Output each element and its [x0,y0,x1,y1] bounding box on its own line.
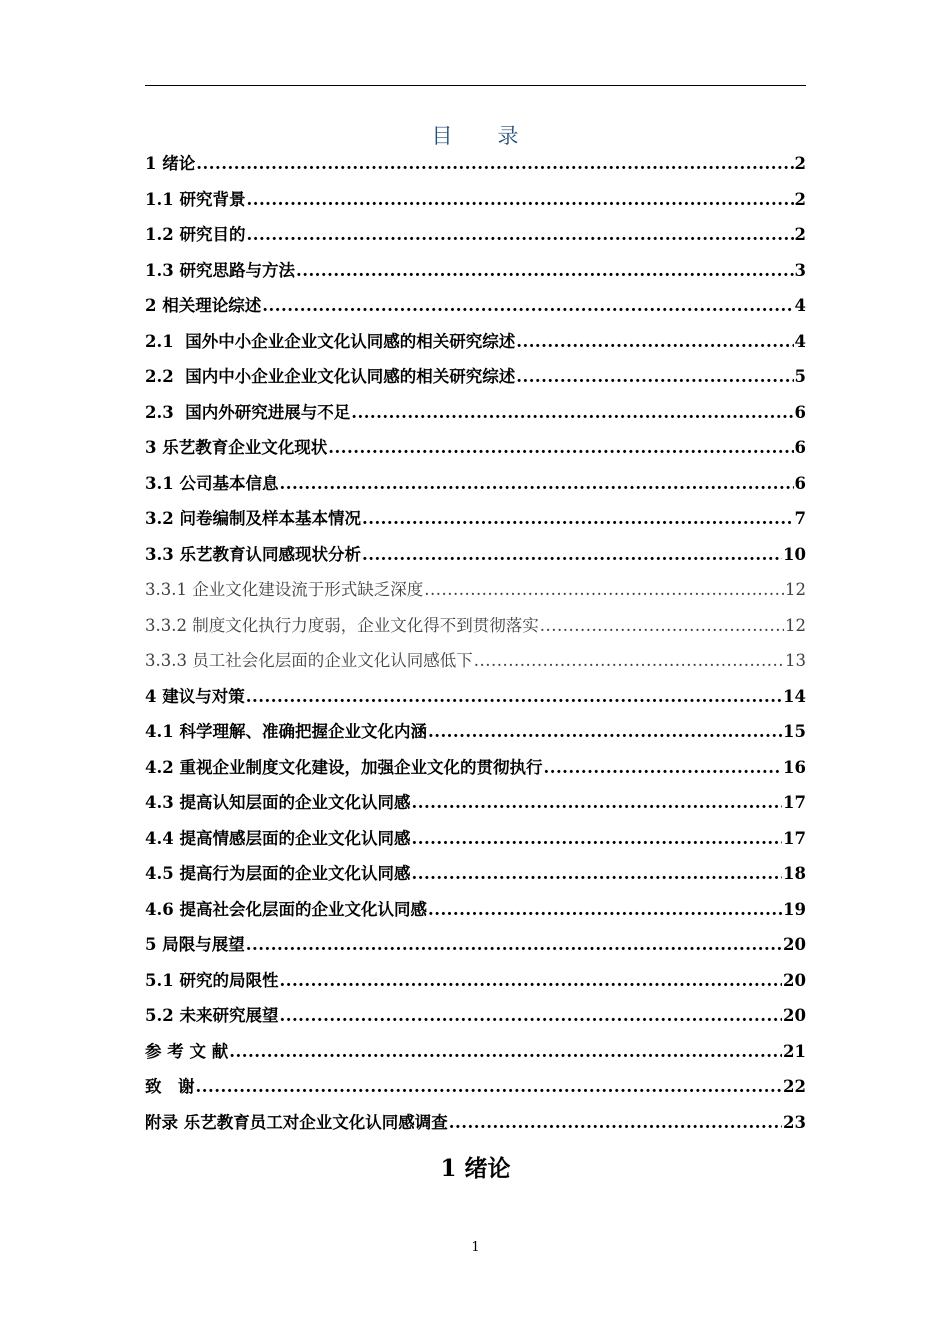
toc-entry-label: 1.1 研究背景 [145,189,246,209]
toc-dot-leader [328,430,793,466]
toc-entry[interactable] [145,608,806,644]
toc-entry-page: 19 [783,899,806,919]
toc-dot-leader [196,146,793,182]
toc-dot-leader [449,1105,782,1141]
toc-entry-label: 2.1 国外中小企业企业文化认同感的相关研究综述 [145,331,516,351]
page-number: 1 [471,1240,480,1255]
toc-entry-label: 3.3.2 制度文化执行力度弱，企业文化得不到贯彻落实 [145,615,539,635]
toc-dot-leader [516,359,793,395]
toc-entry[interactable] [145,182,806,218]
toc-entry-label: 1.3 研究思路与方法 [145,260,295,280]
toc-dot-leader [262,288,793,324]
toc-entry-page: 17 [783,793,806,812]
toc-entry[interactable] [145,217,806,253]
toc-entry-label: 2 相关理论综述 [145,296,262,315]
toc-dot-leader [246,679,782,715]
toc-dot-leader [474,643,784,679]
toc-dot-leader [411,821,782,857]
toc-entry[interactable] [145,963,806,999]
toc-entry[interactable] [145,501,806,537]
toc-entry-label: 3.3.1 企业文化建设流于形式缺乏深度 [145,580,424,599]
toc-entry-label: 参 考 文 献 [145,1041,229,1061]
toc-dot-leader [362,501,794,537]
toc-entry-page: 4 [794,331,806,351]
toc-dot-leader [424,572,784,608]
toc-entry-page: 6 [794,402,806,422]
toc-entry-label: 4.1 科学理解、准确把握企业文化内涵 [145,722,427,741]
toc-dot-leader [279,963,782,999]
toc-entry-label: 4.3 提高认知层面的企业文化认同感 [145,793,411,812]
toc-entry-label: 附录 乐艺教育员工对企业文化认同感调查 [145,1112,448,1132]
toc-entry[interactable] [145,466,806,502]
toc-entry[interactable] [145,253,806,289]
toc-dot-leader [540,608,784,644]
toc-dot-leader [246,217,793,253]
toc-entry-label: 4.4 提高情感层面的企业文化认同感 [145,828,411,848]
toc-entry[interactable] [145,430,806,466]
toc-entry-label: 2.2 国内中小企业企业文化认同感的相关研究综述 [145,367,516,386]
toc-dot-leader [229,1034,782,1070]
toc-entry[interactable] [145,324,806,360]
toc-dot-leader [411,785,782,821]
toc-entry[interactable] [145,572,806,608]
table-of-contents [145,146,806,1140]
toc-entry[interactable] [145,856,806,892]
toc-entry-label: 5.2 未来研究展望 [145,1006,279,1025]
toc-entry-label: 1.2 研究目的 [145,225,246,244]
toc-entry-page: 12 [785,580,806,599]
toc-entry[interactable] [145,821,806,857]
toc-entry-page: 2 [794,154,806,173]
toc-dot-leader [246,927,782,963]
toc-entry-page: 3 [794,260,806,280]
toc-entry[interactable] [145,714,806,750]
toc-entry-label: 致 谢 [145,1077,195,1096]
toc-dot-leader [543,750,782,786]
toc-entry[interactable] [145,892,806,928]
toc-entry-page: 17 [783,828,806,848]
toc-entry-label: 3.1 公司基本信息 [145,473,279,493]
toc-entry[interactable] [145,395,806,431]
toc-entry[interactable] [145,1034,806,1070]
toc-entry-page: 6 [794,473,806,493]
toc-entry-label: 5 局限与展望 [145,935,245,954]
chapter-heading: 1 绪论 [440,1155,511,1182]
toc-entry-page: 20 [783,935,806,954]
toc-dot-leader [196,1069,783,1105]
header-rule [145,85,806,86]
toc-entry-label: 4.6 提高社会化层面的企业文化认同感 [145,899,427,919]
toc-entry-page: 2 [794,189,806,209]
toc-entry-label: 5.1 研究的局限性 [145,970,279,990]
toc-entry-page: 15 [783,722,806,741]
toc-entry-page: 18 [783,864,806,883]
toc-entry-page: 12 [785,615,806,635]
toc-entry-label: 3.2 问卷编制及样本基本情况 [145,509,361,528]
toc-entry-label: 1 绪论 [145,154,196,173]
toc-entry-page: 13 [785,651,806,670]
toc-dot-leader [428,714,782,750]
toc-entry[interactable] [145,679,806,715]
toc-dot-leader [362,537,782,573]
toc-entry[interactable] [145,750,806,786]
toc-entry-page: 7 [794,509,806,528]
toc-entry-label: 3.3.3 员工社会化层面的企业文化认同感低下 [145,651,473,670]
toc-entry-label: 4 建议与对策 [145,686,245,706]
toc-entry-label: 3.3 乐艺教育认同感现状分析 [145,544,361,564]
toc-dot-leader [428,892,782,928]
toc-entry-label: 4.5 提高行为层面的企业文化认同感 [145,864,411,883]
toc-entry[interactable] [145,146,806,182]
toc-dot-leader [279,998,782,1034]
toc-entry-page: 2 [794,225,806,244]
toc-entry-page: 16 [783,757,806,777]
toc-entry-page: 10 [783,544,806,564]
toc-entry-page: 4 [794,296,806,315]
toc-entry[interactable] [145,643,806,679]
toc-entry-label: 3 乐艺教育企业文化现状 [145,438,328,457]
toc-title: 目 录 [431,124,520,148]
toc-dot-leader [296,253,794,289]
toc-entry[interactable] [145,359,806,395]
toc-entry-page: 20 [783,1006,806,1025]
toc-entry[interactable] [145,537,806,573]
toc-entry[interactable] [145,998,806,1034]
toc-entry[interactable] [145,288,806,324]
toc-entry-page: 14 [783,686,806,706]
toc-entry-page: 21 [783,1041,806,1061]
toc-entry-page: 22 [783,1077,806,1096]
toc-dot-leader [516,324,793,360]
toc-entry-label: 2.3 国内外研究进展与不足 [145,402,351,422]
toc-dot-leader [246,182,793,218]
toc-entry[interactable] [145,1069,806,1105]
toc-entry-page: 20 [783,970,806,990]
toc-dot-leader [411,856,782,892]
toc-dot-leader [279,466,793,502]
toc-entry-label: 4.2 重视企业制度文化建设，加强企业文化的贯彻执行 [145,757,543,777]
toc-entry-page: 23 [783,1112,806,1132]
toc-entry[interactable] [145,927,806,963]
toc-entry[interactable] [145,785,806,821]
toc-entry-page: 5 [794,367,806,386]
toc-dot-leader [351,395,793,431]
toc-entry[interactable] [145,1105,806,1141]
toc-entry-page: 6 [794,438,806,457]
